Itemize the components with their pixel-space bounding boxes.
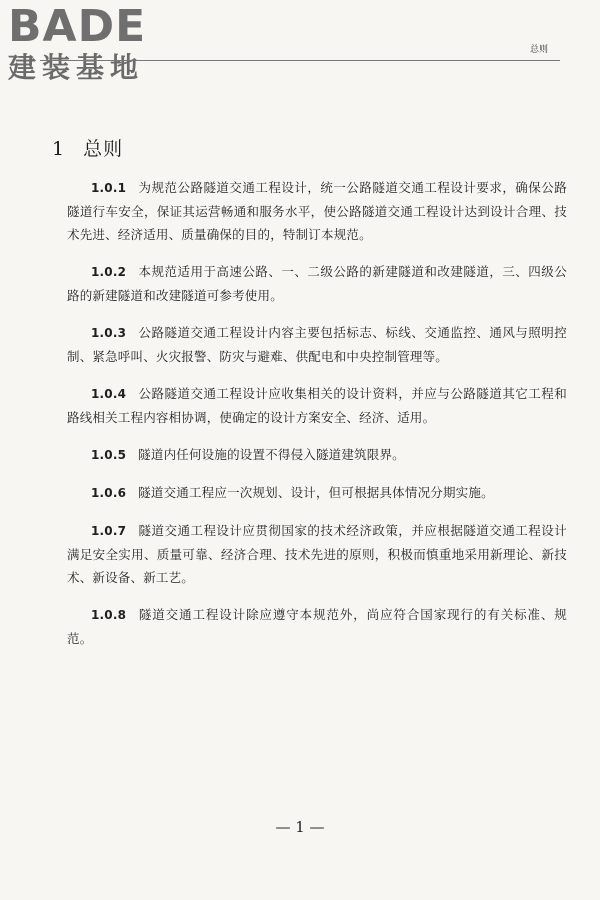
clause — [67, 260, 567, 307]
clause-number: 1.0.1 — [91, 181, 127, 195]
clause-text: 公路隧道交通工程设计内容主要包括标志、标线、交通监控、通风与照明控制、紧急呼叫、火灾报警、防灾与避难、供配电和中央控制管理等。 — [67, 325, 567, 364]
bade-logo — [8, 1, 178, 88]
clause-number: 1.0.2 — [91, 265, 127, 279]
chapter-number: 1 — [52, 138, 66, 160]
clause-number: 1.0.8 — [91, 608, 127, 622]
clause-text: 隧道交通工程设计除应遵守本规范外，尚应符合国家现行的有关标准、规范。 — [67, 607, 567, 646]
clause — [67, 519, 567, 589]
clause — [67, 443, 567, 467]
clause-text: 公路隧道交通工程设计应收集相关的设计资料，并应与公路隧道其它工程和路线相关工程内容相协调，使确定的设计方案安全、经济、适用。 — [67, 386, 567, 425]
clause — [67, 176, 567, 246]
clause-text: 为规范公路隧道交通工程设计，统一公路隧道交通工程设计要求，确保公路隧道行车安全，保证其运营畅通和服务水平，使公路隧道交通工程设计达到设计合理、技术先进、经济适用、质量确保的目的，特制订本规范。 — [67, 180, 567, 242]
clause — [67, 481, 567, 505]
page-number: — 1 — — [275, 818, 325, 836]
logo-subtitle: 建装基地 — [8, 51, 145, 84]
logo-wordmark: BADE — [8, 1, 147, 52]
clause-number: 1.0.3 — [91, 326, 127, 340]
clause-text: 隧道内任何设施的设置不得侵入隧道建筑限界。 — [138, 447, 405, 462]
chapter-title-text: 总则 — [83, 138, 124, 160]
running-head: 总则 — [529, 45, 548, 55]
clause-text: 隧道交通工程应一次规划、设计，但可根据具体情况分期实施。 — [138, 485, 494, 500]
chapter-title — [52, 134, 123, 161]
clause — [67, 603, 567, 650]
clause-list — [67, 176, 567, 664]
header-rule — [40, 60, 560, 61]
clause-text: 隧道交通工程设计应贯彻国家的技术经济政策，并应根据隧道交通工程设计满足安全实用、质量可靠、经济合理、技术先进的原则，积极而慎重地采用新理论、新技术、新设备、新工艺。 — [67, 523, 567, 585]
clause-number: 1.0.7 — [91, 524, 127, 538]
clause-number: 1.0.5 — [91, 448, 127, 462]
clause — [67, 382, 567, 429]
clause-number: 1.0.4 — [91, 387, 127, 401]
clause-number: 1.0.6 — [91, 486, 127, 500]
clause — [67, 321, 567, 368]
clause-text: 本规范适用于高速公路、一、二级公路的新建隧道和改建隧道，三、四级公路的新建隧道和改建隧道可参考使用。 — [67, 264, 567, 303]
